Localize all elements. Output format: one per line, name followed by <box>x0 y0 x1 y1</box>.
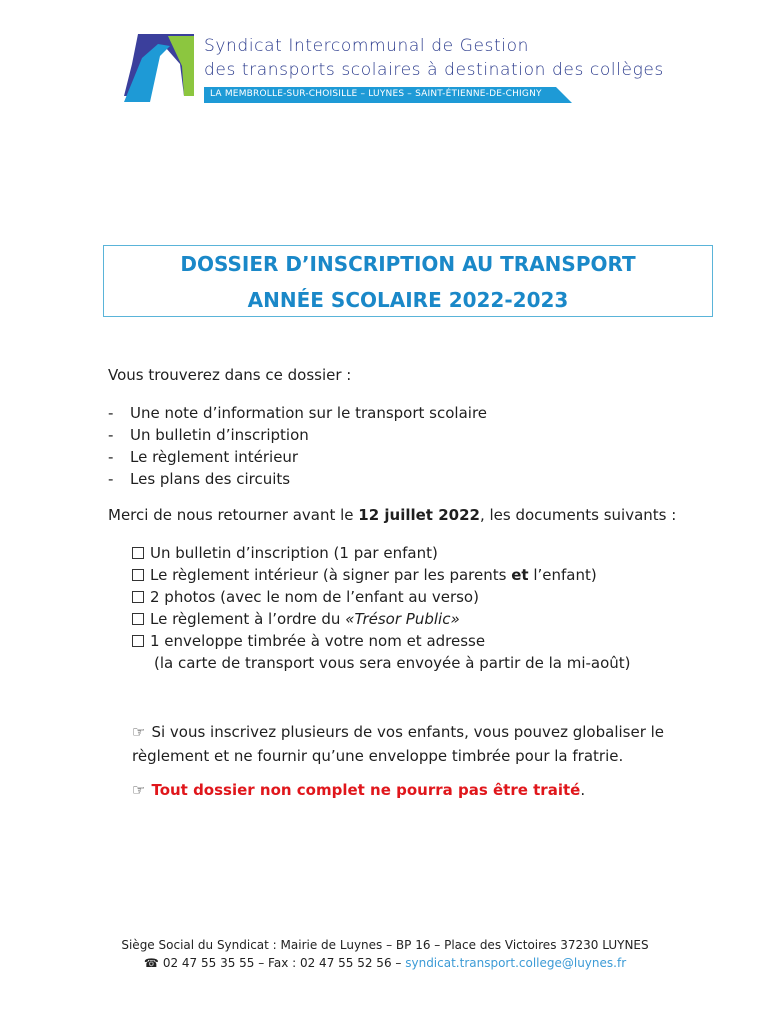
logo-line-2: des transports scolaires à destination des collèges <box>204 60 664 80</box>
list-item: - Une note d’information sur le transport scolaire <box>108 404 488 422</box>
deadline-date: 12 juillet 2022 <box>358 506 480 524</box>
footer-address: Siège Social du Syndicat : Mairie de Luynes – BP 16 – Place des Victoires 37230 LUYNES <box>121 938 649 952</box>
checklist-item: 2 photos (avec le nom de l’enfant au verso) <box>132 586 708 608</box>
logo-mark-icon <box>124 34 194 104</box>
return-instructions: Merci de nous retourner avant le 12 juillet 2022, les documents suivants : <box>108 506 677 524</box>
checklist-item: 1 enveloppe timbrée à votre nom et adresse <box>132 630 708 652</box>
notes-section <box>108 720 708 802</box>
incomplete-warning: ☞ Tout dossier non complet ne pourra pas être traité. <box>132 778 708 802</box>
required-documents-checklist <box>132 542 708 674</box>
document-title-box <box>103 245 713 317</box>
footer-contact: ☎ 02 47 55 35 55 – Fax : 02 47 55 52 56 – syndicat.transport.college@luynes.fr <box>143 956 627 970</box>
checklist-item: Un bulletin d’inscription (1 par enfant) <box>132 542 708 564</box>
logo-banner-text: LA MEMBROLLE-SUR-CHOISILLE – LUYNES – SAINT-ÉTIENNE-DE-CHIGNY <box>210 89 542 99</box>
checklist-item: Le règlement intérieur (à signer par les parents et l’enfant) <box>132 564 708 586</box>
siblings-note: ☞ Si vous inscrivez plusieurs de vos enfants, vous pouvez globaliser le règlement et ne fournir qu’une enveloppe timbrée pour la fratrie. <box>132 720 708 768</box>
syndicat-logo <box>124 34 664 106</box>
telephone-icon: ☎ <box>143 956 159 970</box>
intro-text: Vous trouverez dans ce dossier : <box>108 366 352 384</box>
document-body <box>108 364 708 812</box>
logo-line-1: Syndicat Intercommunal de Gestion <box>204 36 529 56</box>
checkbox-icon <box>132 635 144 647</box>
pointing-hand-icon: ☞ <box>132 781 146 799</box>
pointing-hand-icon: ☞ <box>132 723 146 741</box>
checkbox-icon <box>132 613 144 625</box>
checkbox-icon <box>132 591 144 603</box>
school-year: ANNÉE SCOLAIRE 2022-2023 <box>247 288 569 312</box>
list-item: - Un bulletin d’inscription <box>108 426 309 444</box>
checklist-note: (la carte de transport vous sera envoyée à partir de la mi-août) <box>154 654 631 672</box>
checkbox-icon <box>132 547 144 559</box>
checkbox-icon <box>132 569 144 581</box>
document-title: DOSSIER D’INSCRIPTION AU TRANSPORT <box>180 252 636 276</box>
list-item: - Les plans des circuits <box>108 470 291 488</box>
footer <box>0 936 770 972</box>
list-item: - Le règlement intérieur <box>108 448 299 466</box>
contents-list <box>108 402 708 490</box>
email-link[interactable]: syndicat.transport.college@luynes.fr <box>405 956 627 970</box>
checklist-item: Le règlement à l’ordre du «Trésor Public» <box>132 608 708 630</box>
